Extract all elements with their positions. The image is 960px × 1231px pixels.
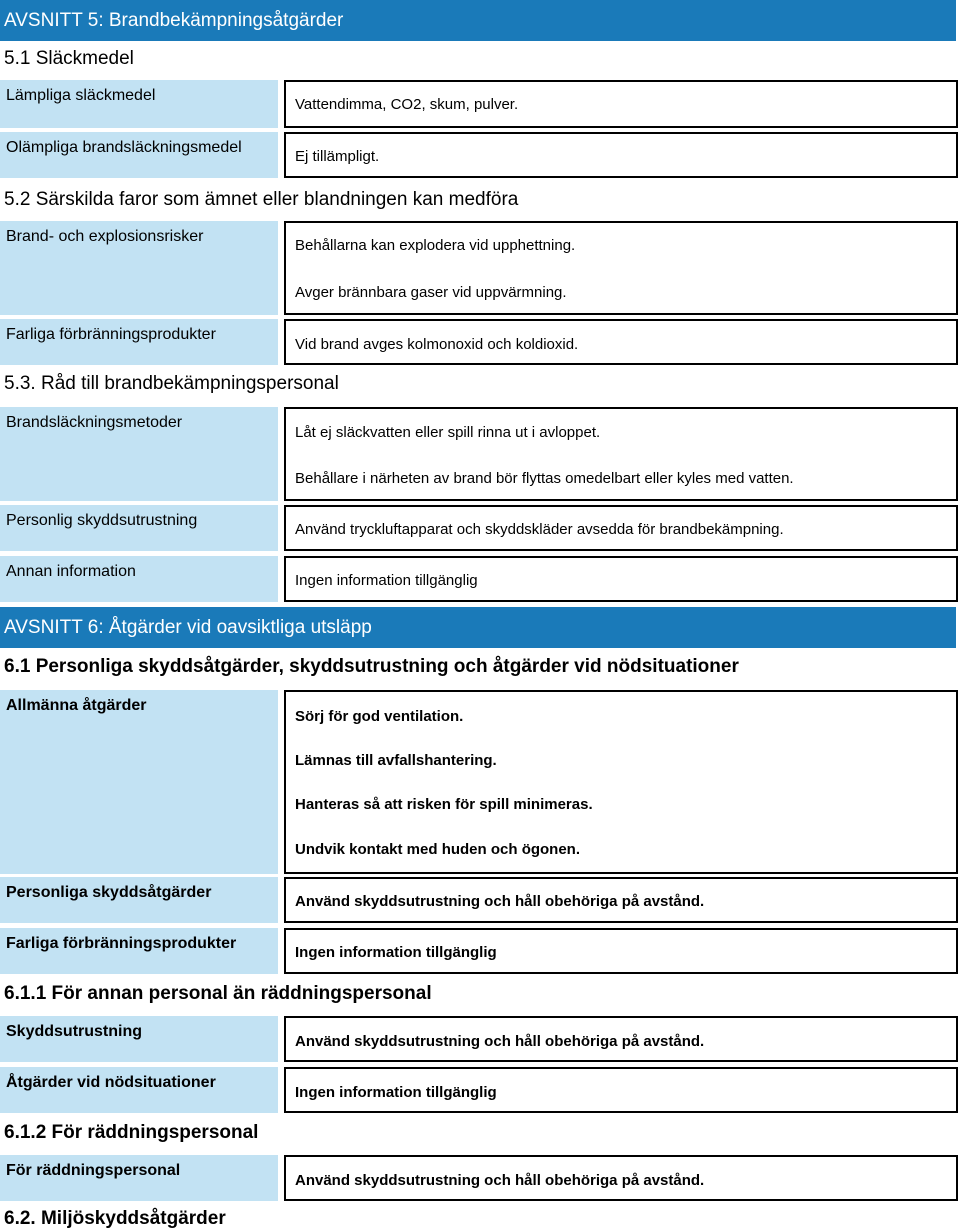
label-annan-information: Annan information bbox=[0, 556, 278, 602]
subsection-5-1-title: 5.1 Släckmedel bbox=[4, 48, 134, 69]
value-text: Låt ej släckvatten eller spill rinna ut i avloppet. bbox=[295, 424, 601, 441]
value-box-brandslackningsmetoder bbox=[284, 407, 958, 501]
subsection-6-1-title: 6.1 Personliga skyddsåtgärder, skyddsutrustning och åtgärder vid nödsituationer bbox=[4, 656, 739, 677]
value-text: Sörj för god ventilation. bbox=[295, 708, 464, 725]
value-text: Använd skyddsutrustning och håll obehöriga på avstånd. bbox=[295, 1033, 705, 1050]
label-personliga-skyddsatgarder: Personliga skyddsåtgärder bbox=[0, 877, 278, 923]
label-atgarder-vid-nodsituationer: Åtgärder vid nödsituationer bbox=[0, 1067, 278, 1113]
value-box-olampliga-slackmedel bbox=[284, 132, 958, 178]
value-box-personliga-skyddsatgarder bbox=[284, 877, 958, 923]
label-lampliga-slackmedel: Lämpliga släckmedel bbox=[0, 80, 278, 128]
label-personlig-skyddsutrustning: Personlig skyddsutrustning bbox=[0, 505, 278, 551]
value-box-farliga-forbranningsprodukter-2 bbox=[284, 928, 958, 974]
value-text: Vid brand avges kolmonoxid och koldioxid. bbox=[295, 336, 579, 353]
label-skyddsutrustning: Skyddsutrustning bbox=[0, 1016, 278, 1062]
label-farliga-forbranningsprodukter-2: Farliga förbränningsprodukter bbox=[0, 928, 278, 974]
subsection-6-1-2-title: 6.1.2 För räddningspersonal bbox=[4, 1122, 259, 1143]
label-farliga-forbranningsprodukter: Farliga förbränningsprodukter bbox=[0, 319, 278, 365]
subsection-5-2-title: 5.2 Särskilda faror som ämnet eller blandningen kan medföra bbox=[4, 189, 519, 210]
value-box-atgarder-vid-nodsituationer bbox=[284, 1067, 958, 1113]
value-box-brand-explosionsrisker bbox=[284, 221, 958, 315]
value-box-farliga-forbranningsprodukter bbox=[284, 319, 958, 365]
value-text: Hanteras så att risken för spill minimeras. bbox=[295, 796, 593, 813]
subsection-6-1-1-title: 6.1.1 För annan personal än räddningspersonal bbox=[4, 983, 432, 1004]
value-box-for-raddningspersonal bbox=[284, 1155, 958, 1201]
value-box-annan-information bbox=[284, 556, 958, 602]
section-5-header: AVSNITT 5: Brandbekämpningsåtgärder bbox=[0, 0, 956, 41]
value-text: Ingen information tillgänglig bbox=[295, 572, 478, 589]
label-for-raddningspersonal: För räddningspersonal bbox=[0, 1155, 278, 1201]
value-text: Behållare i närheten av brand bör flyttas omedelbart eller kyles med vatten. bbox=[295, 470, 794, 487]
label-allmanna-atgarder: Allmänna åtgärder bbox=[0, 690, 278, 874]
subsection-6-2-title: 6.2. Miljöskyddsåtgärder bbox=[4, 1208, 226, 1229]
value-box-allmanna-atgarder bbox=[284, 690, 958, 874]
value-text: Använd tryckluftapparat och skyddskläder avsedda för brandbekämpning. bbox=[295, 521, 784, 538]
section-6-header: AVSNITT 6: Åtgärder vid oavsiktliga utsläpp bbox=[0, 607, 956, 648]
label-brandslackningsmetoder: Brandsläckningsmetoder bbox=[0, 407, 278, 501]
label-brand-explosionsrisker: Brand- och explosionsrisker bbox=[0, 221, 278, 315]
value-text: Undvik kontakt med huden och ögonen. bbox=[295, 841, 581, 858]
subsection-5-3-title: 5.3. Råd till brandbekämpningspersonal bbox=[4, 373, 339, 394]
label-olampliga-slackmedel: Olämpliga brandsläckningsmedel bbox=[0, 132, 278, 178]
value-box-personlig-skyddsutrustning bbox=[284, 505, 958, 551]
value-text: Använd skyddsutrustning och håll obehöriga på avstånd. bbox=[295, 1172, 705, 1189]
value-box-skyddsutrustning bbox=[284, 1016, 958, 1062]
value-text: Använd skyddsutrustning och håll obehöriga på avstånd. bbox=[295, 893, 705, 910]
value-text: Vattendimma, CO2, skum, pulver. bbox=[295, 96, 519, 113]
value-text: Ingen information tillgänglig bbox=[295, 944, 497, 961]
value-text: Ingen information tillgänglig bbox=[295, 1084, 497, 1101]
value-text: Ej tillämpligt. bbox=[295, 148, 380, 165]
value-text: Behållarna kan explodera vid upphettning. bbox=[295, 237, 576, 254]
value-box-lampliga-slackmedel bbox=[284, 80, 958, 128]
value-text: Lämnas till avfallshantering. bbox=[295, 752, 497, 769]
value-text: Avger brännbara gaser vid uppvärmning. bbox=[295, 284, 567, 301]
